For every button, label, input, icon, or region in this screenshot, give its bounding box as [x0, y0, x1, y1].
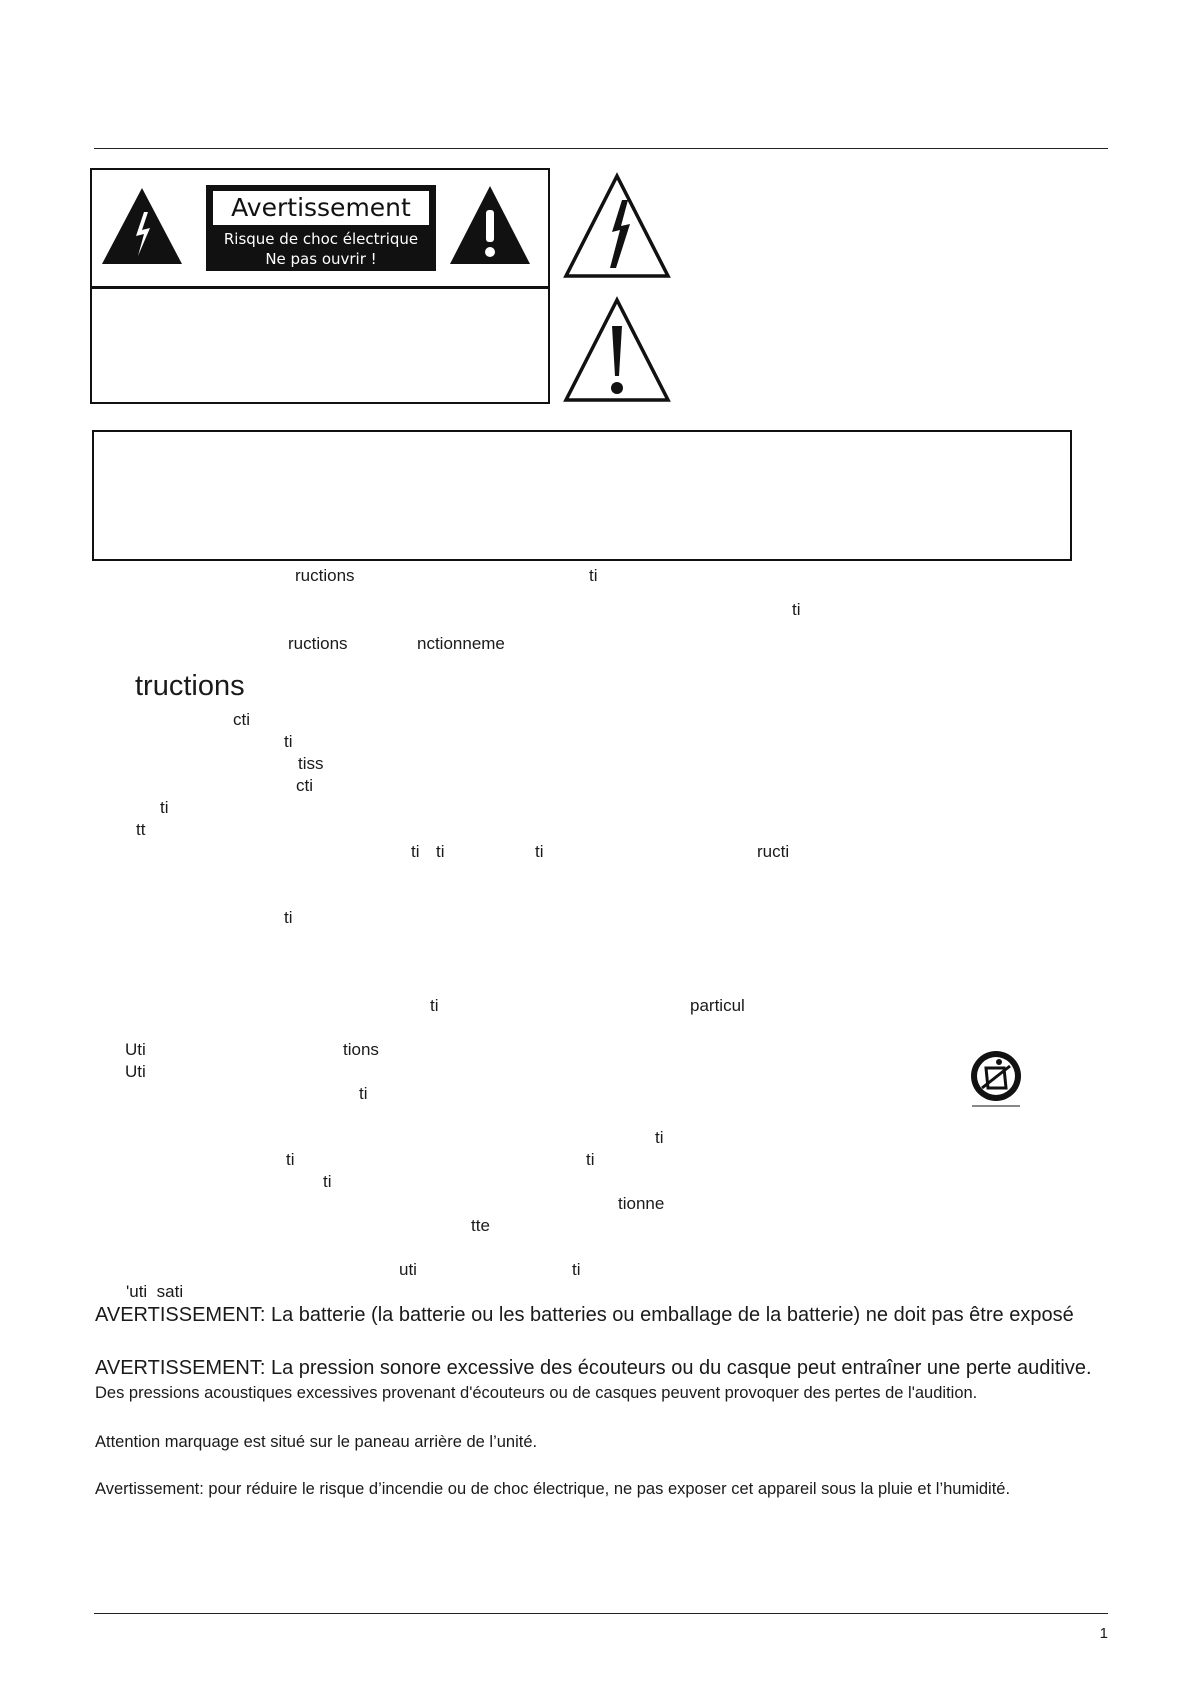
top-rule — [94, 148, 1108, 149]
text-fragment: ti — [655, 1128, 664, 1147]
text-fragment: ti — [589, 566, 598, 585]
text-fragment: ti — [284, 908, 293, 927]
warning-sign-title: Avertissement — [213, 191, 429, 225]
text-fragment: ti — [792, 600, 801, 619]
bottom-rule — [94, 1613, 1108, 1614]
text-fragment: Uti — [125, 1062, 146, 1081]
marking-notice: Attention marquage est situé sur le paneau arrière de l’unité. — [95, 1433, 538, 1451]
text-fragment: Uti — [125, 1040, 146, 1059]
text-fragment: ti — [430, 996, 439, 1015]
text-fragment: tions — [343, 1040, 379, 1059]
text-fragment: tt — [136, 820, 146, 839]
text-fragment: tionne — [618, 1194, 665, 1213]
sound-pressure-warning: AVERTISSEMENT: La pression sonore excessive des écouteurs ou du casque peut entraîner une perte auditive. — [95, 1357, 1092, 1379]
text-fragment: particul — [690, 996, 745, 1015]
text-fragment: ti — [284, 732, 293, 751]
text-fragment: ti — [572, 1260, 581, 1279]
text-fragment: ti — [160, 798, 169, 817]
section-heading-fragment: tructions — [135, 670, 245, 702]
page-number: 1 — [1099, 1625, 1108, 1642]
fire-shock-warning: Avertissement: pour réduire le risque d’incendie ou de choc électrique, ne pas exposer cet appareil sous la pluie et l’humidité. — [95, 1480, 1011, 1498]
text-fragment: uti — [399, 1260, 417, 1279]
warning-sign-line1: Risque de choc électrique — [223, 230, 419, 248]
text-fragment: ti — [286, 1150, 295, 1169]
sound-pressure-detail: Des pressions acoustiques excessives provenant d'écouteurs ou de casques peuvent provoquer des pertes de l'audition. — [95, 1384, 978, 1402]
text-fragment: ti — [359, 1084, 368, 1103]
warning-sign-line2: Ne pas ouvrir ! — [265, 250, 377, 268]
text-fragment: ti — [436, 842, 445, 861]
cart-tip-over-icon — [966, 1048, 1026, 1108]
exclamation-warning-icon — [448, 182, 532, 266]
text-fragment: ructi — [757, 842, 790, 861]
text-fragment: tiss — [298, 754, 324, 773]
exclamation-outline-icon — [562, 296, 672, 404]
text-fragment: cti — [296, 776, 313, 795]
text-fragment: nctionneme — [417, 634, 505, 653]
text-fragment: 'uti sati — [126, 1282, 184, 1301]
warning-sign-panel — [206, 185, 436, 271]
lightning-outline-icon — [562, 172, 672, 280]
text-fragment: ti — [586, 1150, 595, 1169]
battery-warning: AVERTISSEMENT: La batterie (la batterie ou les batteries ou emballage de la batterie) ne doit pas être exposé — [95, 1304, 1074, 1326]
text-fragment: ti — [323, 1172, 332, 1191]
text-fragment: ti — [535, 842, 544, 861]
lightning-warning-icon — [100, 184, 184, 266]
text-fragment: ti — [411, 842, 420, 861]
notice-box — [92, 430, 1072, 561]
text-fragment: ructions — [288, 634, 348, 653]
warning-label-divider — [90, 286, 550, 289]
text-fragment: ructions — [295, 566, 355, 585]
text-fragment: tte — [471, 1216, 490, 1235]
text-fragment: cti — [233, 710, 250, 729]
